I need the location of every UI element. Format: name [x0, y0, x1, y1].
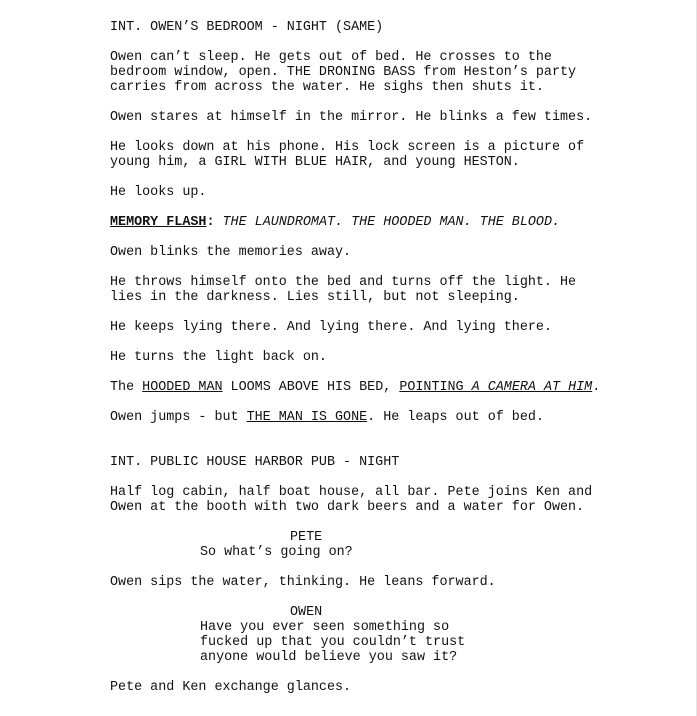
action-text: Owen jumps - but [110, 410, 247, 425]
dialogue: So what’s going on? [200, 545, 353, 560]
underlined-text: HOODED MAN [142, 380, 223, 395]
action-line: Owen sips the water, thinking. He leans forward. [110, 575, 496, 590]
action-line: He keeps lying there. And lying there. And lying there. [110, 320, 552, 335]
action-text: . He leaps out of bed. [367, 410, 544, 425]
underlined-italic-text: A CAMERA AT HIM [471, 380, 593, 395]
action-line [110, 380, 600, 395]
action-text: The [110, 380, 143, 395]
underlined-text: THE MAN IS GONE [246, 410, 368, 425]
action-line: Half log cabin, half boat house, all bar. Pete joins Ken and Owen at the booth with two dark beers and a water for Owen. [110, 485, 593, 515]
action-line [110, 410, 544, 425]
dialogue: Have you ever seen something so fucked up that you couldn’t trust anyone would believe you saw it? [200, 620, 466, 665]
scene-heading: INT. PUBLIC HOUSE HARBOR PUB - NIGHT [110, 455, 400, 470]
action-text: LOOMS ABOVE HIS BED, [222, 380, 400, 395]
action-line: He throws himself onto the bed and turns off the light. He lies in the darkness. Lies still, but not sleeping. [110, 275, 577, 305]
memory-flash-label: MEMORY FLASH [110, 215, 207, 230]
action-line: He looks down at his phone. His lock screen is a picture of young him, a GIRL WITH BLUE HAIR, and young HESTON. [110, 140, 585, 170]
scene-heading: INT. OWEN’S BEDROOM - NIGHT (SAME) [110, 20, 384, 35]
memory-flash-line [110, 215, 560, 230]
action-line: He looks up. [110, 185, 207, 200]
underlined-text: POINTING [399, 380, 472, 395]
action-line: Owen can’t sleep. He gets out of bed. He crosses to the bedroom window, open. THE DRONING BASS from Heston’s party carries from across the water. He sighs then shuts it. [110, 50, 577, 95]
memory-flash-text: THE LAUNDROMAT. THE HOODED MAN. THE BLOOD. [214, 215, 561, 230]
action-line: Owen stares at himself in the mirror. He blinks a few times. [110, 110, 593, 125]
action-line: Owen blinks the memories away. [110, 245, 352, 260]
action-line: Pete and Ken exchange glances. [110, 680, 352, 695]
character-name: PETE [290, 530, 323, 545]
memory-flash-colon: : [206, 215, 215, 230]
character-name: OWEN [290, 605, 323, 620]
action-text: . [592, 380, 601, 395]
action-line: He turns the light back on. [110, 350, 327, 365]
